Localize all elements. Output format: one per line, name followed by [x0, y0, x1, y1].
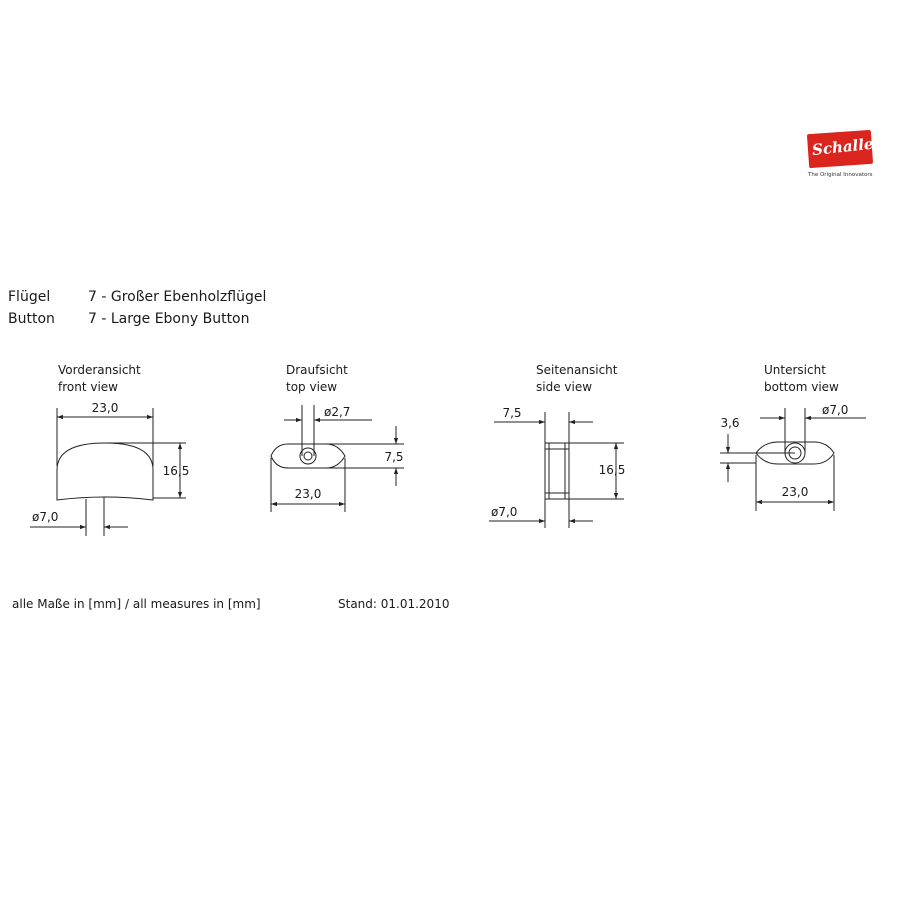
logo-wordmark: Schaller [811, 133, 883, 160]
top-view [271, 363, 404, 512]
part-value-de: 7 - Großer Ebenholzflügel [88, 289, 267, 305]
front-button-shape [57, 443, 153, 500]
bottom-view [720, 363, 866, 511]
side-dim-height: 16,5 [598, 463, 626, 477]
front-view-title-en: front view [58, 380, 118, 394]
bottom-view-title-en: bottom view [764, 380, 839, 394]
top-dim-hole: ø2,7 [324, 405, 351, 419]
front-view [30, 363, 189, 536]
bottom-dim-bore: ø7,0 [822, 403, 849, 417]
top-view-title-en: top view [286, 380, 338, 394]
side-view [489, 363, 625, 528]
part-label-de: Flügel [8, 289, 51, 305]
top-bore-inner [304, 452, 312, 460]
front-dim-width: 23,0 [91, 401, 119, 415]
part-value-en: 7 - Large Ebony Button [88, 311, 250, 327]
bottom-dim-offset: 3,6 [720, 416, 740, 430]
bottom-view-title-de: Untersicht [764, 363, 826, 377]
bottom-dim-width: 23,0 [781, 485, 809, 499]
units-note: alle Maße in [mm] / all measures in [mm] [12, 597, 261, 611]
top-view-title-de: Draufsicht [286, 363, 348, 377]
front-view-title-de: Vorderansicht [58, 363, 141, 377]
top-dim-width: 23,0 [294, 487, 322, 501]
side-view-title-de: Seitenansicht [536, 363, 618, 377]
side-dim-thickness: 7,5 [502, 406, 522, 420]
logo-tagline: The Original Innovators [808, 172, 873, 178]
front-dim-shaft: ø7,0 [32, 510, 59, 524]
side-view-title-en: side view [536, 380, 593, 394]
part-label-en: Button [8, 311, 55, 327]
side-dim-bore: ø7,0 [491, 505, 518, 519]
front-dim-height: 16,5 [162, 464, 190, 478]
top-dim-depth: 7,5 [384, 450, 404, 464]
stand-date: Stand: 01.01.2010 [338, 597, 450, 611]
